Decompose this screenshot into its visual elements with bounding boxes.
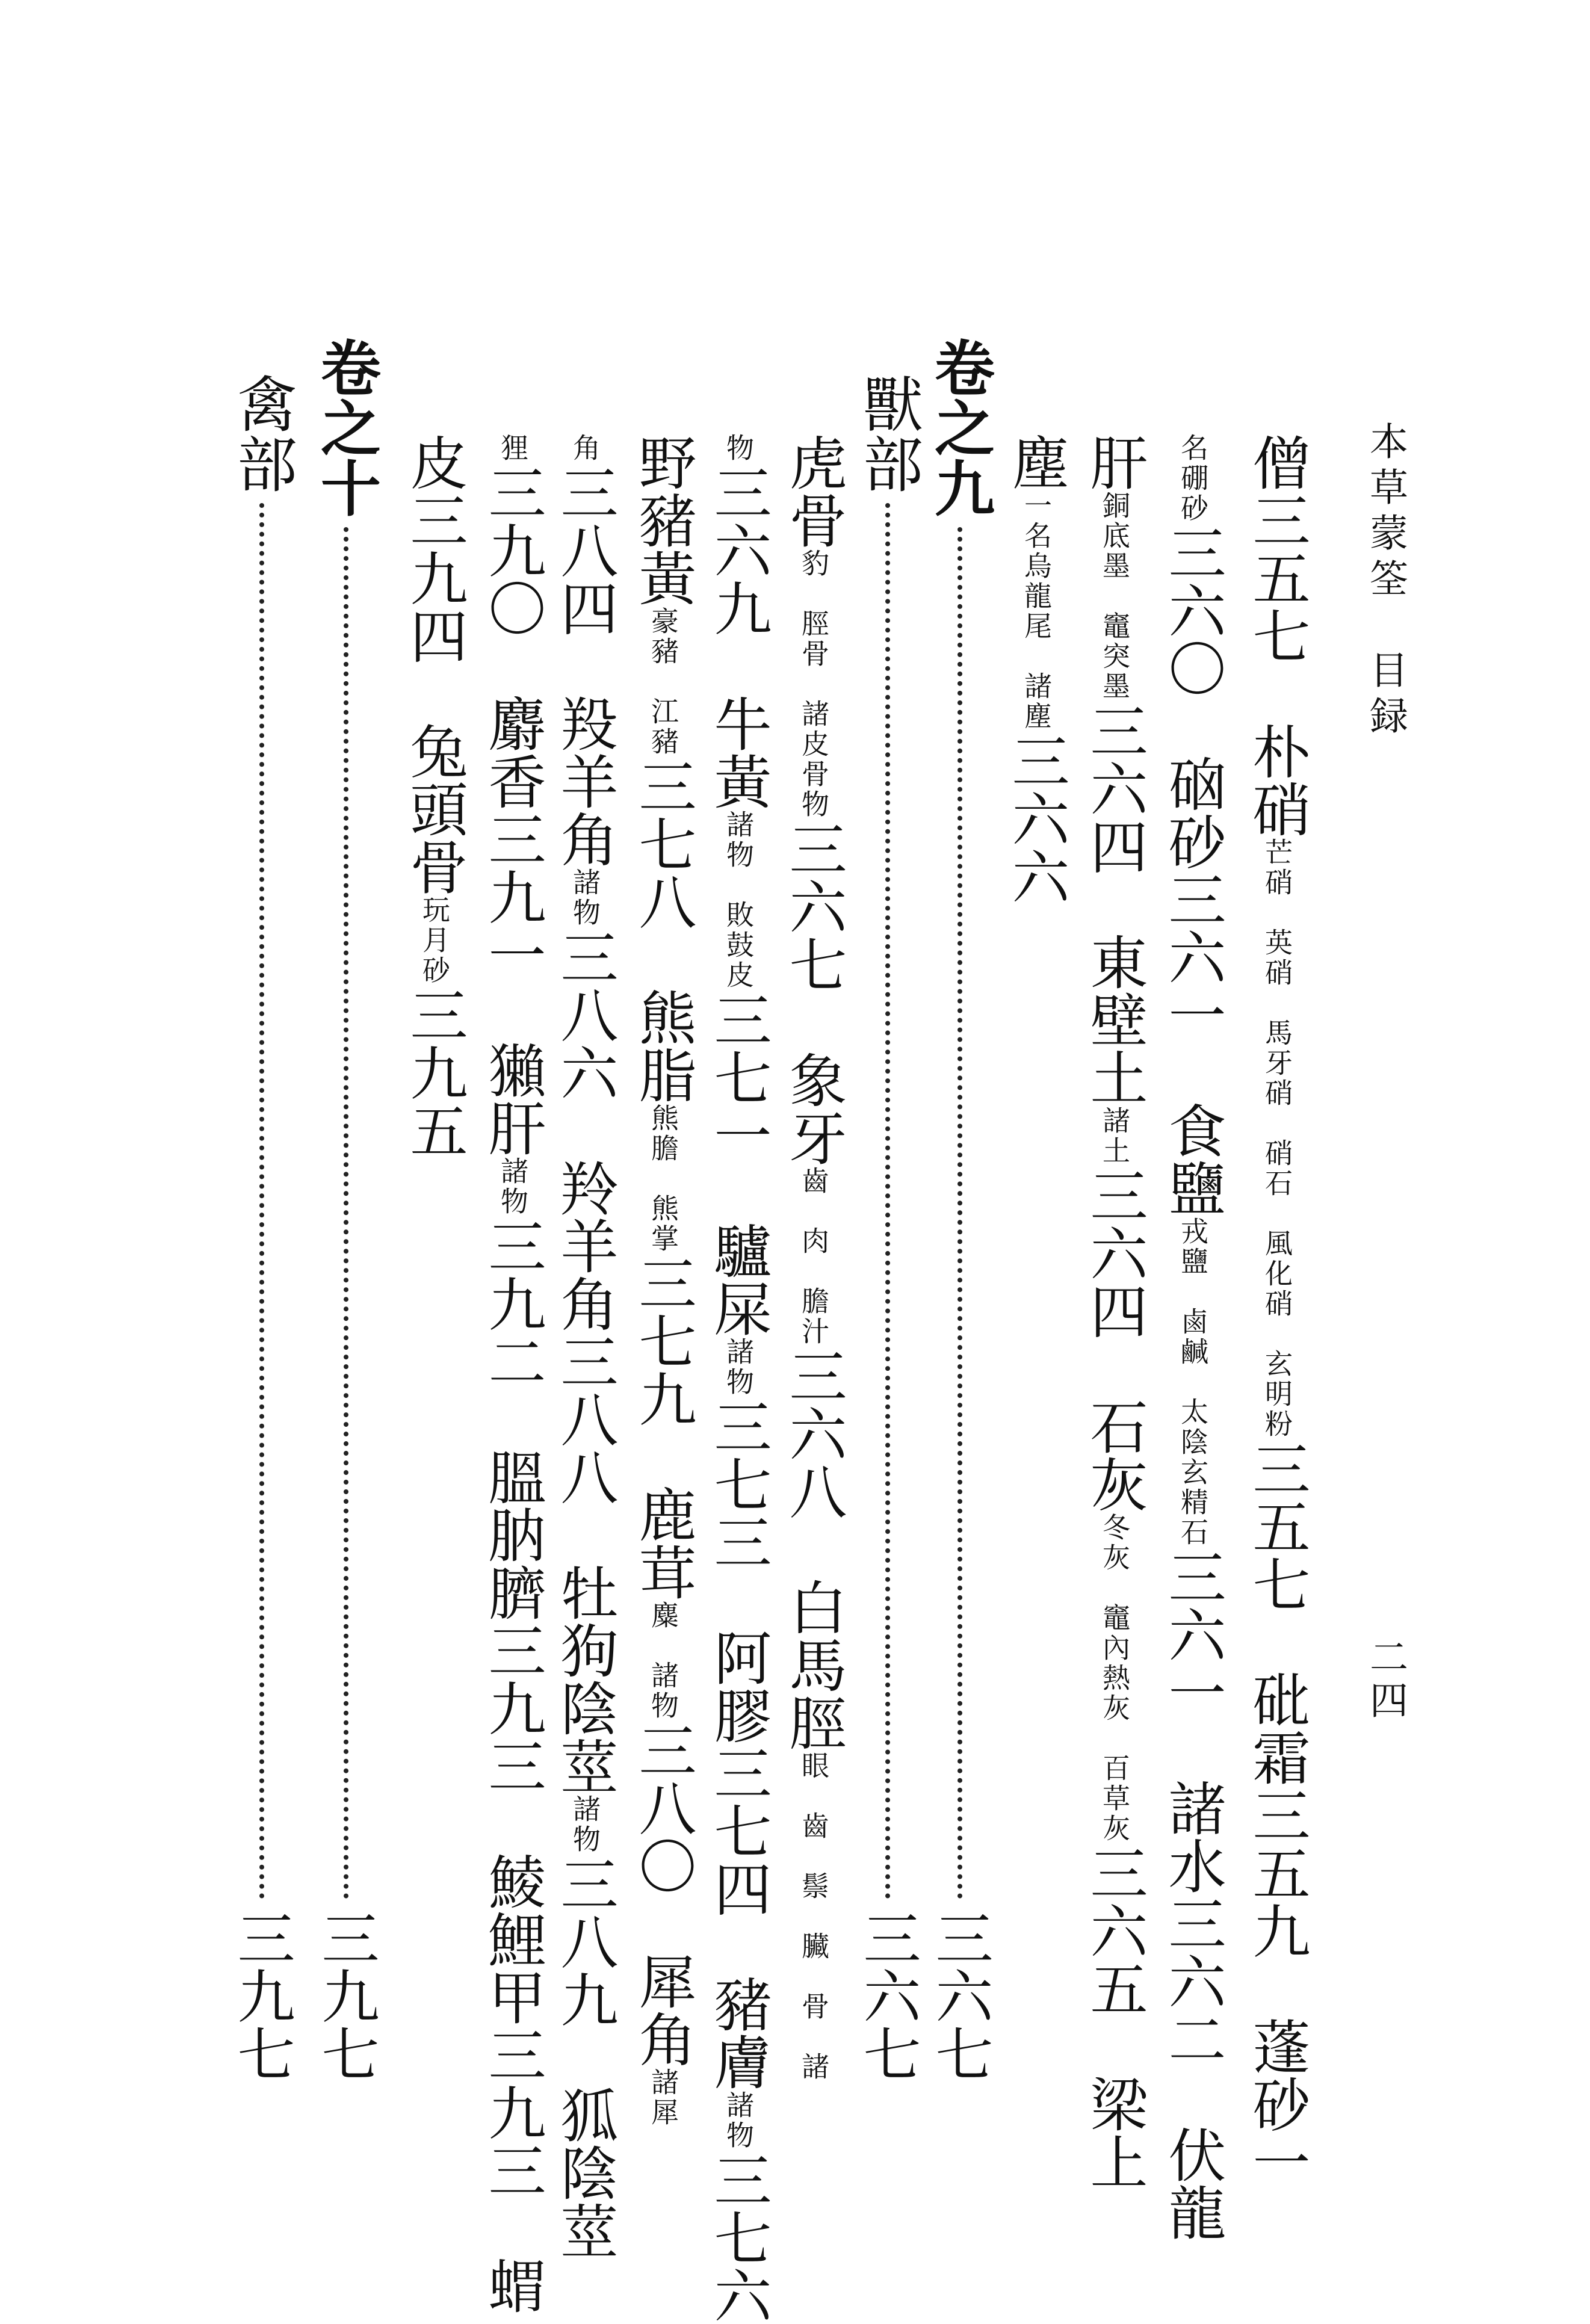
entry-name: 朴硝	[1243, 722, 1311, 838]
toc-entry	[1159, 755, 1227, 1043]
toc-entry	[551, 433, 619, 637]
page-number: 二四	[1363, 1637, 1408, 1723]
toc-entry	[479, 694, 546, 983]
entry-page-number: 三七一	[705, 990, 772, 1164]
entry-aliases: 麋 諸物	[647, 1601, 679, 1721]
entry-page-number: 三八〇	[630, 1721, 697, 1894]
toc-column	[1240, 433, 1311, 2190]
toc-entry	[1243, 1670, 1311, 1959]
entry-name: 蓬砂	[1243, 2017, 1311, 2133]
toc-column	[701, 433, 772, 2324]
toc-entry	[1003, 433, 1070, 905]
entry-page-number: 三五九	[1243, 1786, 1311, 1959]
entry-aliases: 芒硝 英硝 馬牙硝 硝石 風化硝 玄明粉	[1261, 838, 1293, 1439]
toc-column	[776, 433, 847, 2166]
entry-name: 食鹽	[1159, 1101, 1227, 1217]
entry-page-number: 三六一	[1159, 1548, 1227, 1721]
entry-name: 羖羊角	[551, 694, 619, 868]
entry-name: 兔頭骨	[401, 722, 468, 895]
toc-column	[229, 373, 295, 2082]
section-heading: 禽部	[227, 373, 297, 493]
toc-entry	[630, 988, 697, 1427]
toc-entry	[1243, 433, 1311, 664]
entry-name: 砒霜	[1243, 1670, 1311, 1786]
dot-leader	[344, 527, 348, 1899]
entry-name: 羚羊角	[551, 1159, 619, 1332]
entry-aliases: 角	[569, 433, 601, 463]
toc-entry	[630, 1485, 697, 1894]
entry-name: 狐陰莖	[551, 2086, 619, 2259]
toc-entry	[630, 433, 697, 930]
toc-entry	[630, 1952, 697, 2128]
entry-aliases: 一名烏龍尾 諸塵	[1020, 491, 1053, 732]
entry-page-number: 三七四	[705, 1744, 772, 1917]
entry-aliases: 豪豬 江豬	[647, 607, 679, 757]
entry-name: 虎骨	[780, 433, 847, 549]
section-heading: 卷之十	[311, 337, 382, 518]
entry-aliases: 諸物 敗鼓皮	[722, 810, 755, 990]
toc-entry	[780, 1578, 847, 2082]
entry-name: 牛黃	[705, 694, 772, 810]
entry-aliases: 玩月砂	[418, 895, 451, 986]
entry-aliases: 眼 齒 鬃 臟 骨 諸	[797, 1751, 830, 2082]
toc-column	[311, 337, 382, 2082]
entry-name: 僧	[1243, 433, 1311, 491]
toc-entry	[705, 1222, 772, 1571]
toc-column	[475, 433, 546, 2314]
entry-name: 獺肝	[479, 1041, 546, 1157]
entry-aliases: 狸	[496, 433, 529, 463]
entry-aliases: 名硼砂	[1177, 433, 1209, 524]
toc-entry	[401, 433, 468, 664]
toc-entry	[780, 1051, 847, 1520]
toc-entry	[1243, 722, 1311, 1613]
section-page-number: 三九七	[228, 1909, 295, 2082]
book-title-header: 本草蒙筌 目録	[1363, 421, 1408, 741]
entry-aliases: 豹 脛骨 諸皮骨物	[797, 549, 830, 820]
toc-entry	[479, 1852, 546, 2199]
entry-aliases: 諸物	[496, 1157, 529, 1217]
entry-name: 白馬脛	[780, 1578, 847, 1751]
toc-entry	[551, 2086, 619, 2259]
entry-name: 膃肭臍	[479, 1448, 546, 1621]
entry-page-number: 三九一	[479, 810, 546, 983]
toc-entry	[1081, 433, 1148, 875]
entry-page-number: 三九四	[401, 491, 468, 664]
entry-name: 鹿茸	[630, 1485, 697, 1601]
toc-column	[1077, 433, 1148, 2190]
entry-name: 野豬黃	[630, 433, 697, 607]
entry-page-number: 三六七	[780, 820, 847, 993]
entry-name: 麝香	[479, 694, 546, 810]
entry-aliases: 諸物	[569, 868, 601, 928]
entry-page-number: 三九三	[479, 1621, 546, 1794]
toc-entry	[705, 694, 772, 1164]
toc-column	[999, 433, 1070, 2166]
toc-entry	[479, 1448, 546, 1794]
entry-page-number: 三七九	[630, 1254, 697, 1427]
section-heading: 獸部	[853, 373, 923, 493]
dot-leader	[259, 503, 264, 1899]
entry-name: 皮	[401, 433, 468, 491]
section-page-number: 三六七	[926, 1909, 994, 2082]
toc-entry	[1081, 2075, 1148, 2190]
entry-page-number: 三八八	[551, 1332, 619, 1506]
entry-page-number: 三八六	[551, 928, 619, 1101]
toc-column	[855, 373, 921, 2082]
dot-leader	[885, 503, 890, 1899]
toc-entry	[1159, 1779, 1227, 2068]
entry-name: 阿膠	[705, 1628, 772, 1744]
entry-page-number: 三八九	[551, 1855, 619, 2028]
entry-name: 驢屎	[705, 1222, 772, 1337]
entry-page-number: 三六四	[1081, 702, 1148, 875]
entry-name: 諸水	[1159, 1779, 1227, 1894]
toc-entry	[479, 1041, 546, 1390]
section-page-number: 三六七	[854, 1909, 921, 2082]
entry-page-number: 三六〇	[1159, 524, 1227, 697]
toc-entry	[705, 1975, 772, 2324]
entry-aliases: 諸物	[569, 1794, 601, 1855]
entry-name: 塵	[1003, 433, 1070, 491]
entry-page-number: 三六二	[1159, 1894, 1227, 2068]
entry-page-number: 三五七	[1243, 491, 1311, 664]
entry-name: 象牙	[780, 1051, 847, 1166]
toc-entry	[705, 433, 772, 637]
entry-aliases: 銅底墨 竈突墨	[1098, 491, 1131, 702]
entry-name: 熊脂	[630, 988, 697, 1104]
entry-page-number: 一	[1243, 2133, 1311, 2190]
toc-entry	[780, 433, 847, 993]
toc-entry	[1081, 1397, 1148, 2017]
toc-column	[548, 433, 619, 2259]
toc-entry	[479, 2257, 546, 2314]
entry-page-number: 三六九	[705, 463, 772, 637]
toc-entry	[1243, 2017, 1311, 2190]
toc-entry	[479, 433, 546, 637]
entry-page-number: 三九五	[401, 986, 468, 1159]
entry-aliases: 冬灰 竈內熱灰 百草灰	[1098, 1513, 1131, 1844]
entry-aliases: 戎鹽 鹵鹹 太陰玄精石	[1177, 1217, 1209, 1548]
entry-page-number: 三九二	[479, 1217, 546, 1390]
toc-entry	[1159, 1101, 1227, 1721]
entry-name: 蝟	[479, 2257, 546, 2314]
toc-entry	[1159, 433, 1227, 697]
toc-entry	[551, 1563, 619, 2028]
toc-entry	[551, 1159, 619, 1506]
entry-aliases: 熊膽 熊掌	[647, 1104, 679, 1254]
entry-name: 豬膚	[705, 1975, 772, 2091]
entry-aliases: 諸土	[1098, 1106, 1131, 1166]
entry-name: 石灰	[1081, 1397, 1148, 1513]
entry-page-number: 三七八	[630, 757, 697, 930]
toc-column	[397, 433, 468, 2166]
entry-page-number: 三五七	[1243, 1439, 1311, 1613]
entry-page-number: 三六一	[1159, 870, 1227, 1043]
entry-name: 牡狗陰莖	[551, 1563, 619, 1794]
entry-name: 梁上	[1081, 2075, 1148, 2190]
toc-entry	[1081, 933, 1148, 1340]
entry-name: 硇砂	[1159, 755, 1227, 870]
toc-entry	[705, 1628, 772, 1917]
entry-name: 伏龍	[1159, 2125, 1227, 2241]
entry-aliases: 諸犀	[647, 2068, 679, 2128]
entry-name: 東壁土	[1081, 933, 1148, 1106]
section-page-number: 三九七	[312, 1909, 380, 2082]
toc-column	[626, 433, 697, 2166]
toc-entry	[401, 722, 468, 1159]
entry-aliases: 齒 肉 膽汁	[797, 1166, 830, 1347]
toc-entry	[551, 694, 619, 1101]
toc-column	[924, 337, 995, 2082]
entry-page-number: 三九三	[479, 2026, 546, 2199]
entry-page-number: 三六四	[1081, 1166, 1148, 1340]
toc-column	[1155, 433, 1227, 2241]
entry-name: 肝	[1081, 433, 1148, 491]
entry-aliases: 諸物	[722, 1337, 755, 1397]
entry-aliases: 諸物	[722, 2091, 755, 2151]
entry-page-number: 三八四	[551, 463, 619, 637]
entry-page-number: 三九〇	[479, 463, 546, 637]
toc-entry	[1159, 2125, 1227, 2241]
section-heading: 卷之九	[924, 337, 995, 518]
entry-page-number: 三六五	[1081, 1844, 1148, 2017]
entry-page-number: 三七三	[705, 1397, 772, 1571]
dot-leader	[957, 527, 962, 1899]
entry-page-number: 三六六	[1003, 732, 1070, 905]
entry-page-number: 三六八	[780, 1347, 847, 1520]
entry-page-number: 三七六	[705, 2151, 772, 2324]
entry-aliases: 物	[722, 433, 755, 463]
entry-name: 鯪鯉甲	[479, 1852, 546, 2026]
entry-name: 犀角	[630, 1952, 697, 2068]
